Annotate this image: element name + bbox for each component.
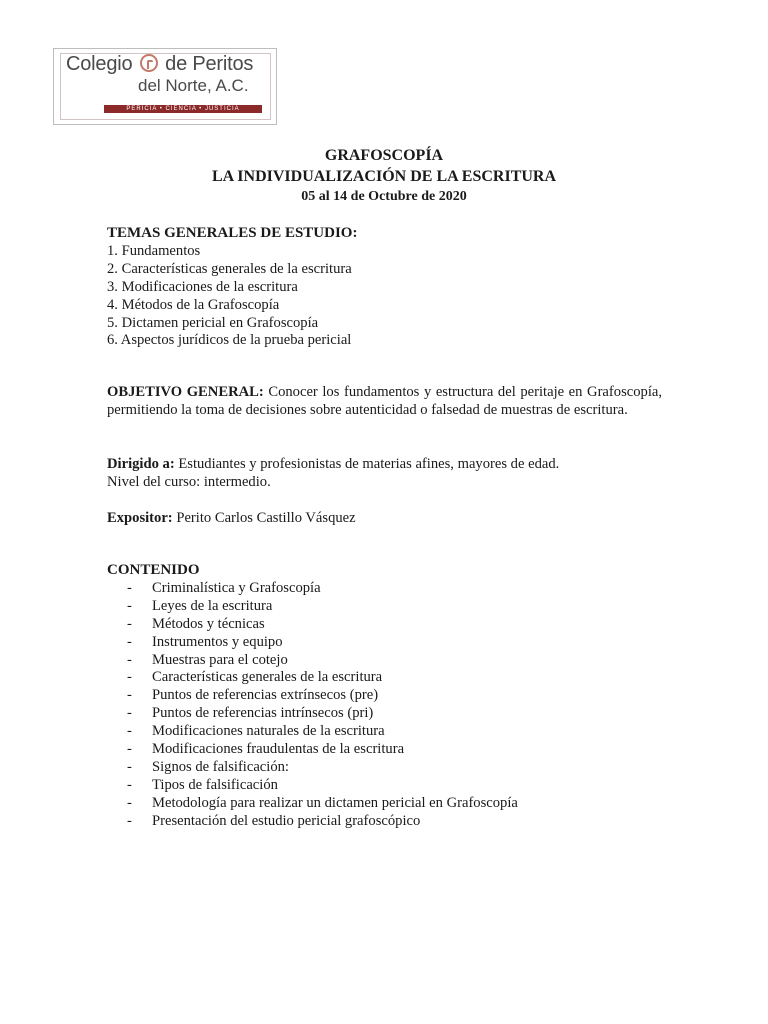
- list-item: [107, 598, 662, 616]
- bullet-dash: -: [127, 741, 132, 758]
- temas-list: [107, 243, 662, 350]
- bullet-dash: -: [127, 651, 132, 668]
- bullet-dash: -: [127, 758, 132, 775]
- list-item: 4. Métodos de la Grafoscopía: [107, 296, 280, 313]
- list-item-text: Modificaciones fraudulentas de la escritura: [152, 741, 405, 758]
- list-item: [107, 741, 662, 759]
- objetivo-section: [107, 384, 662, 420]
- contenido-section: [107, 562, 662, 831]
- list-item: [107, 723, 662, 741]
- list-item: [107, 580, 662, 598]
- bullet-dash: -: [127, 615, 132, 632]
- dirigido-section: [107, 456, 662, 492]
- list-item-text: Metodología para realizar un dictamen pericial en Grafoscopía: [152, 794, 518, 811]
- objetivo-label: OBJETIVO GENERAL:: [107, 384, 264, 400]
- organization-logo: [53, 48, 277, 125]
- bullet-dash: -: [127, 687, 132, 704]
- bullet-dash: -: [127, 812, 132, 829]
- list-item: [107, 669, 662, 687]
- list-item: 6. Aspectos jurídicos de la prueba pericial: [107, 332, 352, 349]
- bullet-dash: -: [127, 705, 132, 722]
- list-item: [107, 777, 662, 795]
- objetivo-text: Conocer los fundamentos y estructura del peritaje en Grafoscopía, permitiendo la toma de decisiones sobre autenticidad o falsedad de muestras de escritura.: [107, 384, 662, 418]
- list-item: 2. Características generales de la escritura: [107, 260, 352, 277]
- list-item: [107, 813, 662, 831]
- list-item-text: Modificaciones naturales de la escritura: [152, 723, 385, 740]
- document-subtitle: LA INDIVIDUALIZACIÓN DE LA ESCRITURA: [211, 168, 557, 185]
- course-dates: 05 al 14 de Octubre de 2020: [301, 189, 467, 204]
- logo-tagline: PERICIA • CIENCIA • JUSTICIA: [104, 105, 262, 113]
- bullet-dash: -: [127, 633, 132, 650]
- document-header: [0, 145, 768, 206]
- list-item-text: Métodos y técnicas: [152, 615, 265, 632]
- list-item: [107, 652, 662, 670]
- list-item: [107, 687, 662, 705]
- list-item-text: Instrumentos y equipo: [152, 633, 283, 650]
- temas-heading: TEMAS GENERALES DE ESTUDIO:: [107, 225, 358, 241]
- list-item-text: Presentación del estudio pericial grafoscópico: [152, 812, 421, 829]
- list-item: [107, 705, 662, 723]
- list-item-text: Signos de falsificación:: [152, 758, 289, 775]
- list-item: [107, 616, 662, 634]
- bullet-dash: -: [127, 597, 132, 614]
- nivel-text: Nivel del curso: intermedio.: [107, 473, 271, 490]
- document-title: GRAFOSCOPÍA: [324, 147, 444, 164]
- list-item: 5. Dictamen pericial en Grafoscopía: [107, 314, 319, 331]
- logo-line-1: [66, 53, 253, 76]
- list-item: 1. Fundamentos: [107, 242, 201, 259]
- dirigido-text: Estudiantes y profesionistas de materias afines, mayores de edad.: [178, 456, 560, 472]
- magnifier-seal-icon: [140, 54, 158, 72]
- bullet-dash: -: [127, 579, 132, 596]
- bullet-dash: -: [127, 723, 132, 740]
- list-item: [107, 759, 662, 777]
- list-item: [107, 795, 662, 813]
- expositor-label: Expositor:: [107, 510, 173, 526]
- temas-section: [107, 225, 662, 350]
- dirigido-label: Dirigido a:: [107, 456, 175, 472]
- bullet-dash: -: [127, 776, 132, 793]
- list-item-text: Leyes de la escritura: [152, 597, 273, 614]
- contenido-heading: CONTENIDO: [107, 562, 200, 578]
- list-item-text: Puntos de referencias extrínsecos (pre): [152, 687, 379, 704]
- list-item-text: Muestras para el cotejo: [152, 651, 288, 668]
- bullet-dash: -: [127, 794, 132, 811]
- list-item: [107, 634, 662, 652]
- expositor-section: [107, 510, 662, 528]
- list-item-text: Puntos de referencias intrínsecos (pri): [152, 705, 374, 722]
- contenido-list: [107, 580, 662, 831]
- expositor-name: Perito Carlos Castillo Vásquez: [176, 510, 356, 526]
- list-item-text: Características generales de la escritura: [152, 669, 383, 686]
- logo-line-2: del Norte, A.C.: [138, 76, 249, 95]
- bullet-dash: -: [127, 669, 132, 686]
- list-item-text: Tipos de falsificación: [152, 776, 278, 793]
- logo-word-colegio: Colegio: [66, 53, 133, 75]
- list-item: 3. Modificaciones de la escritura: [107, 278, 298, 295]
- logo-word-de-peritos: de Peritos: [165, 53, 254, 75]
- list-item-text: Criminalística y Grafoscopía: [152, 579, 321, 596]
